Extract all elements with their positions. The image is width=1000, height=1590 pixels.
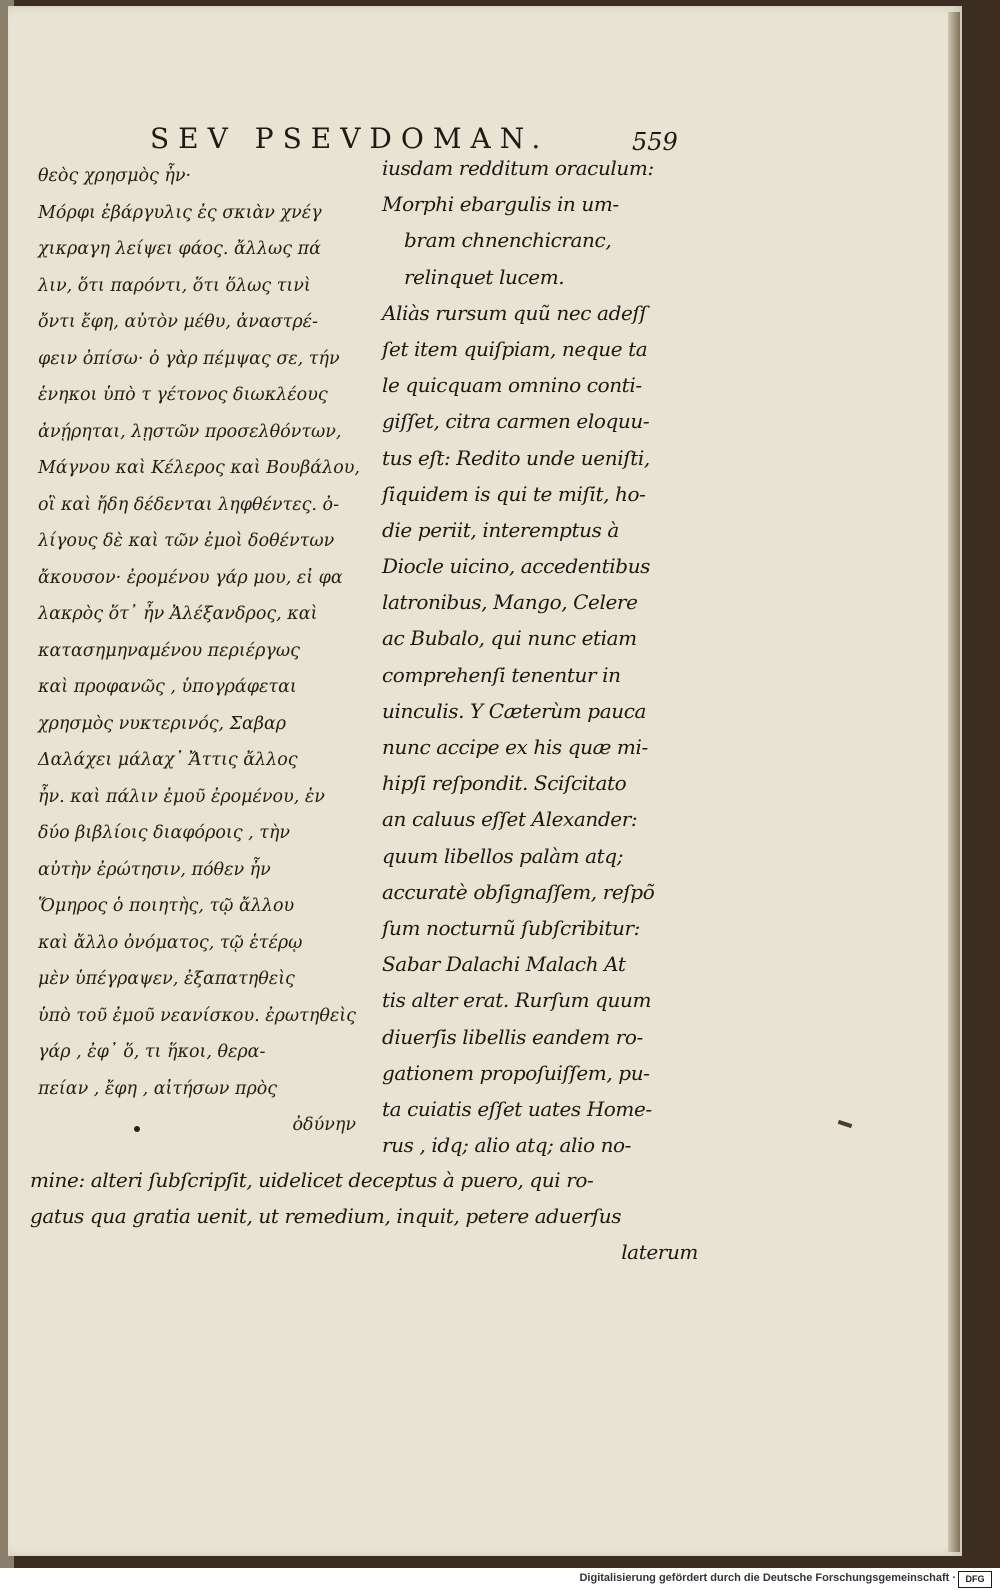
latin-line: ſum nocturnũ ſubſcribitur: [382,915,640,940]
greek-line: μὲν ὑπέγραψεν, ἐξαπατηθεὶς [38,969,295,989]
full-width-line: gatus qua gratia uenit, ut remedium, inquit, petere aduerſus [30,1204,622,1228]
latin-line: ta cuiatis eſſet uates Home- [382,1096,652,1121]
footer-credit: Digitalisierung gefördert durch die Deutsche Forschungsgemeinschaft · [579,1572,956,1584]
latin-line: Diocle uicino, accedentibus [382,554,651,579]
greek-line: Δαλάχει μάλαχ᾽ Ἄττις ἄλλος [38,750,298,770]
greek-line: Μάγνου καὶ Κέλερος καὶ Βουβάλου, [38,458,360,478]
latin-line: diuerſis libellis eandem ro- [382,1024,643,1049]
latin-line: tis alter erat. Rurſum quum [382,988,652,1013]
greek-line: οἳ καὶ ἤδη δέδενται ληφθέντες. ὀ- [38,494,340,515]
greek-line: φειν ὀπίσω· ὁ γὰρ πέμψας σε, τήν [38,348,340,369]
digitization-footer [0,1568,1000,1590]
greek-line: δύο βιβλίοις διαφόροις , τὴν [38,823,291,843]
latin-line: comprehenſi tenentur in [382,662,621,687]
latin-line: Morphi ebargulis in um- [382,192,619,217]
latin-line: Aliàs rursum quũ nec adeſſ [382,300,647,325]
full-width-text [30,1162,698,1270]
latin-line: nunc accipe ex his quæ mi- [382,735,648,759]
latin-line: accuratè obſignaſſem, reſpõ [382,879,655,904]
greek-line: ὀδύνην [292,1115,356,1135]
latin-line: latronibus, Mango, Celere [382,590,638,615]
latin-line: ac Bubalo, qui nunc etiam [382,626,637,651]
greek-line: λίγους δὲ καὶ τῶν ἐμοὶ δοθέντων [38,531,335,551]
greek-line: ἀνῄρηται, λῃστῶν προσελθόντων, [38,421,342,442]
latin-line: tus eſt: Redito unde ueniſti, [382,445,650,470]
latin-line: hipſi reſpondit. Sciſcitato [382,771,627,796]
greek-line: κατασημηναμένου περιέργως [38,640,300,661]
latin-line: ſiquidem is qui te miſit, ho- [382,481,646,506]
greek-line: Μόρφι ἐβάργυλις ἐς σκιὰν χνέγ [38,202,322,223]
latin-line: le quicquam omnino conti- [382,373,642,398]
greek-line: χρησμὸς νυκτερινός, Σαβαρ [38,713,287,734]
latin-line: quum libellos palàm atq; [382,843,624,868]
full-width-line: laterum [621,1240,698,1264]
greek-line: αὐτὴν ἐρώτησιν, πόθεν ἦν [38,859,271,880]
latin-line: ſet item quiſpiam, neque ta [382,336,648,361]
latin-line: die periit, interemptus à [382,517,619,542]
greek-line: καὶ προφανῶς , ὑπογράφεται [38,677,297,697]
greek-line: ἦν. καὶ πάλιν ἐμοῦ ἐρομένου, ἐν [38,786,325,807]
greek-column [38,158,360,1144]
greek-line: ἄκουσον· ἐρομένου γάρ μου, εἰ φα [38,567,343,588]
latin-line: an caluus eſſet Alexander: [382,807,638,832]
running-head: SEV PSEVDOMAN. [150,122,550,155]
greek-line: πείαν , ἔφη , αἰτήσων πρὸς [38,1078,278,1099]
ink-dot [134,1126,140,1132]
greek-line: Ὅμηρος ὁ ποιητὴς, τῷ ἄλλου [38,896,295,916]
greek-line: ὄντι ἔφη, αὐτὸν μέθυ, ἀναστρέ- [38,312,318,332]
page-edge-shadow [948,12,960,1552]
greek-line: θεὸς χρησμὸς ἦν· [38,166,192,186]
greek-line: καὶ ἄλλο ὀνόματος, τῷ ἑτέρῳ [38,932,303,953]
dfg-logo: DFG [958,1571,992,1588]
latin-line: gationem propoſuiſſem, pu- [382,1060,650,1085]
latin-line: uinculis. Y Cæterùm pauca [382,698,647,723]
greek-line: λακρὸς ὅτ᾽ ἦν Ἀλέξανδρος, καὶ [38,604,318,624]
latin-line: rus , idq; alio atq; alio no- [382,1133,632,1158]
latin-line: Sabar Dalachi Malach At [382,952,626,977]
full-width-line: mine: alteri ſubſcripſit, uidelicet deceptus à puero, qui ro- [30,1168,594,1192]
latin-line: giſſet, citra carmen eloquu- [382,409,650,434]
greek-line: ἑνηκοι ὑπὸ τ γέτονος διωκλέους [38,385,328,405]
greek-line: γάρ , ἐφ᾽ ὅ, τι ἥκοι, θερα- [38,1042,266,1062]
latin-line: iusdam redditum oraculum: [382,156,654,180]
greek-line: χικραγη λείψει φάος. ἄλλως πά [38,239,321,259]
greek-line: ὑπὸ τοῦ ἐμοῦ νεανίσκου. ἐρωτηθεὶς [38,1005,356,1026]
latin-line: bram chnenchicranc, [404,228,612,253]
latin-line: relinquet lucem. [404,264,565,289]
page-number: 559 [632,128,678,156]
latin-column [382,150,692,1163]
greek-line: λιν, ὅτι παρόντι, ὅτι ὅλως τινὶ [38,275,311,296]
